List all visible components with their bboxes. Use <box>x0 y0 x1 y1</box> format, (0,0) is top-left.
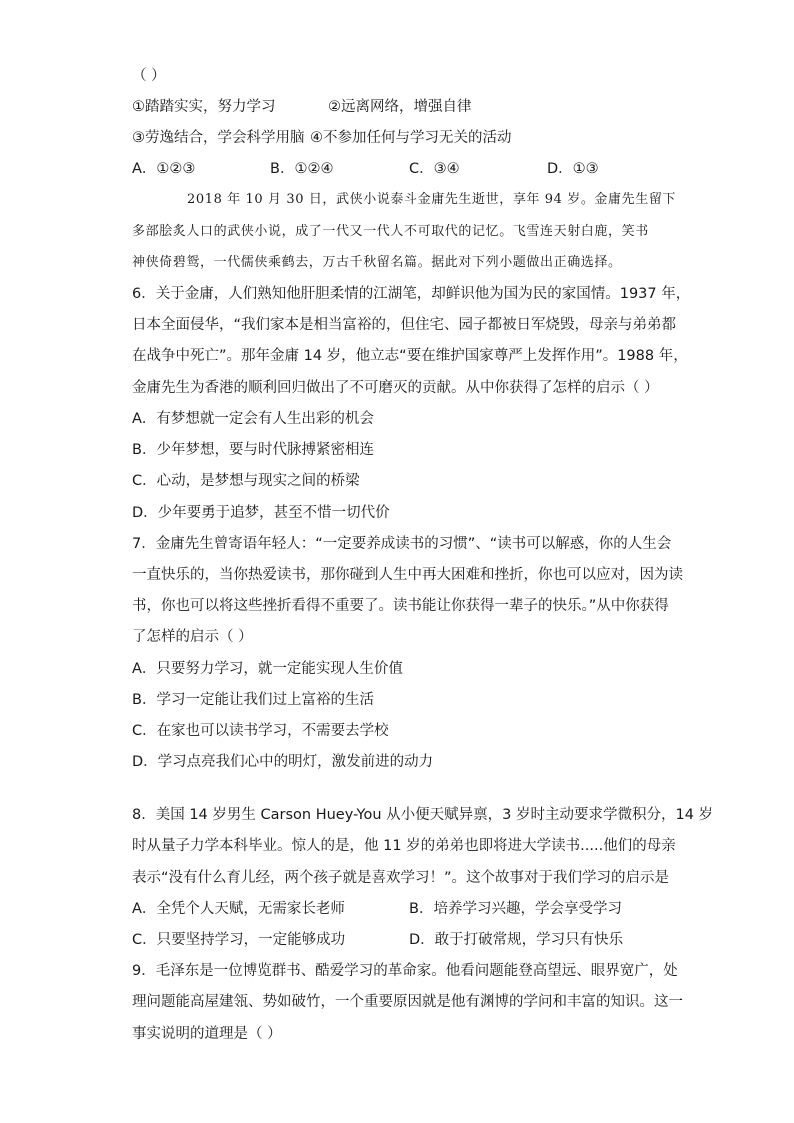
q8-stem-line-1: 8．美国 14 岁男生 Carson Huey-You 从小便天赋异禀，3 岁时主动要求学微积分，14 岁 <box>132 807 714 823</box>
q7-stem-line-3: 书，你也可以将这些挫折看得不重要了。读书能让你获得一辈子的快乐。”从中你获得 <box>132 598 669 614</box>
q5-option-d: D．①③ <box>547 161 599 177</box>
q6-option-c: C．心动，是梦想与现实之间的桥梁 <box>132 473 360 489</box>
q8-stem-line-2: 时从量子力学本科毕业。惊人的是，他 11 岁的弟弟也即将进大学读书.....他们的母亲 <box>132 838 676 854</box>
q5-stem-tail: （ ） <box>132 68 166 84</box>
q7-option-b: B．学习一定能让我们过上富裕的生活 <box>132 692 374 708</box>
q6-option-a: A．有梦想就一定会有人生出彩的机会 <box>132 411 374 427</box>
q6-stem-line-2: 日本全面侵华，“我们家本是相当富裕的，但住宅、园子都被日军烧毁，母亲与弟弟都 <box>132 317 677 333</box>
q8-option-b: B．培养学习兴趣，学会享受学习 <box>409 901 622 917</box>
q7-stem-line-2: 一直快乐的，当你热爱读书，那你碰到人生中再大困难和挫折，你也可以应对，因为读 <box>132 567 683 583</box>
q7-option-a: A．只要努力学习，就一定能实现人生价值 <box>132 661 403 677</box>
q9-stem-line-2: 理问题能高屋建瓴、势如破竹，一个重要原因就是他有渊博的学问和丰富的知识。这一 <box>132 994 683 1010</box>
q5-option-c: C．③④ <box>409 161 460 177</box>
q8-option-c: C．只要坚持学习，一定能够成功 <box>132 932 346 948</box>
q5-item-2: ②远离网络，增强自律 <box>328 99 472 115</box>
q6-stem-line-1: 6．关于金庸，人们熟知他肝胆柔情的江湖笔，却鲜识他为国为民的家国情。1937 年， <box>132 286 691 302</box>
q5-option-a: A．①②③ <box>132 161 196 177</box>
q6-stem-line-3: 在战争中死亡”。那年金庸 14 岁，他立志“要在维护国家尊严上发挥作用”。1988 年， <box>132 348 688 364</box>
q6-option-d: D．少年要勇于追梦，甚至不惜一切代价 <box>132 505 390 521</box>
passage-line-2: 多部脍炙人口的武侠小说，成了一代又一代人不可取代的记忆。飞雪连天射白鹿，笑书 <box>132 224 649 239</box>
q5-item-4: ④不参加任何与学习无关的活动 <box>310 130 512 146</box>
passage-line-1: 2018 年 10 月 30 日，武侠小说泰斗金庸先生逝世，享年 94 岁。金庸先生留下 <box>187 192 677 207</box>
q5-option-b: B．①②④ <box>270 161 334 177</box>
q6-stem-line-4: 金庸先生为香港的顺利回归做出了不可磨灭的贡献。从中你获得了怎样的启示（ ） <box>132 380 659 396</box>
q9-stem-line-3: 事实说明的道理是（ ） <box>132 1026 282 1042</box>
q9-stem-line-1: 9．毛泽东是一位博览群书、酷爱学习的革命家。他看问题能登高望远、眼界宽广，处 <box>132 963 678 979</box>
q7-stem-line-4: 了怎样的启示（ ） <box>132 629 253 645</box>
q7-stem-line-1: 7．金庸先生曾寄语年轻人：“一定要养成读书的习惯”、“读书可以解惑，你的人生会 <box>132 536 672 552</box>
q5-item-3: ③劳逸结合，学会科学用脑 <box>132 130 305 146</box>
q8-option-d: D．敢于打破常规，学习只有快乐 <box>409 932 624 948</box>
q8-option-a: A．全凭个人天赋，无需家长老师 <box>132 901 345 917</box>
q8-stem-line-3: 表示“没有什么育儿经，两个孩子就是喜欢学习！”。这个故事对于我们学习的启示是 <box>132 870 670 886</box>
passage-line-3: 神侠倚碧鸳，一代儒侠乘鹤去，万古千秋留名篇。据此对下列小题做出正确选择。 <box>132 255 622 270</box>
q5-item-1: ①踏踏实实，努力学习 <box>132 99 276 115</box>
q6-option-b: B．少年梦想，要与时代脉搏紧密相连 <box>132 442 374 458</box>
q7-option-c: C．在家也可以读书学习，不需要去学校 <box>132 723 389 739</box>
q7-option-d: D．学习点亮我们心中的明灯，激发前进的动力 <box>132 754 434 770</box>
